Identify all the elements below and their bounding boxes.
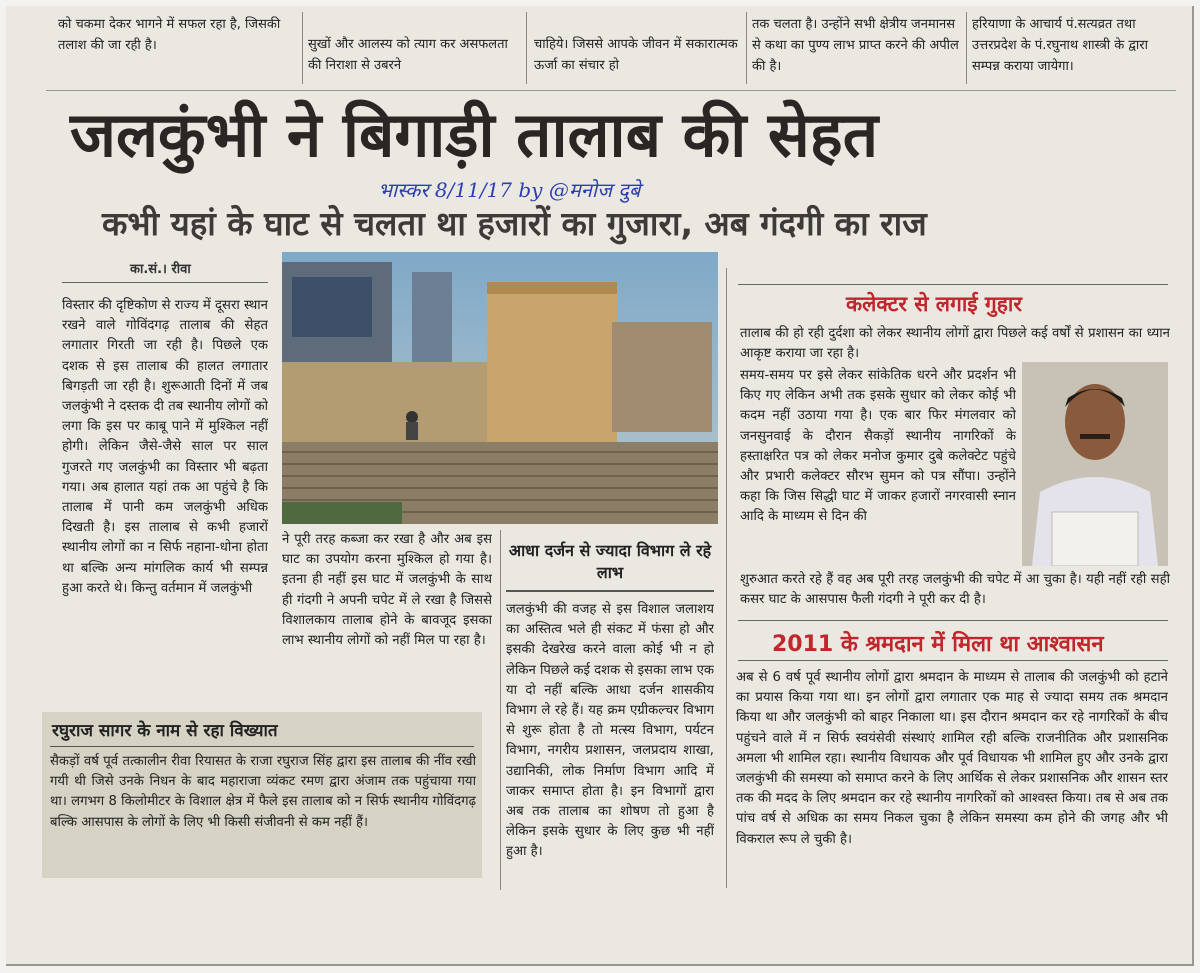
box-3-text-middle: समय-समय पर इसे लेकर सांकेतिक धरने और प्रदर्शन भी किए गए लेकिन अभी तक इसके सुधार को लेकर कोई भी कदम नहीं उठाया गया है। एक बार फिर मंगलवार को जनसुनवाई के दौरान सैकड़ों स्थानीय नागरिकों के हस्ताक्षरित पत्र को लेकर मनोज कुमार दुबे कलेक्टेट पहुंचे और प्रभारी कलेक्टर सौरभ सुमन को पत्र सौंपा। उन्होंने कहा कि जिस सिद्धी घाट में जाकर हजारों नगरवासी स्नान आदि के माध्यम से दिन की (740, 368, 1016, 525)
top-strip-col-3: चाहिये। जिससे आपके जीवन में सकारात्मक ऊर्जा का संचार हो (534, 37, 738, 73)
byline-rule (62, 282, 268, 283)
person-portrait-image (1022, 362, 1168, 566)
column-divider (526, 12, 527, 84)
box-4-top-rule (738, 620, 1168, 621)
column-divider (746, 12, 747, 84)
top-strip-col-5: हरियाणा के आचार्य पं.सत्यव्रत तथा उत्तरप्रदेश के पं.रघुनाथ शास्त्री के द्वारा सम्पन्न कराया जायेगा। (972, 17, 1148, 74)
pond-ghat-image (282, 252, 718, 524)
ghat-photo (282, 252, 718, 524)
top-strip-col-4: तक चलता है। उन्होंने सभी क्षेत्रीय जनमानस से कथा का पुण्य लाभ प्राप्त करने की अपील की है। (752, 17, 959, 74)
top-strip (6, 6, 1192, 88)
byline: का.सं.। रीवा (130, 262, 191, 277)
box-3-text-bottom: शुरुआत करते रहे हैं वह अब पूरी तरह जलकुंभी की चपेट में आ चुका है। यही नहीं रही सही कसर घाट के आसपास फैली गंदगी ने पूरी कर दी है। (740, 572, 1170, 608)
portrait-photo (1022, 362, 1168, 566)
subheadline: कभी यहां के घाट से चलता था हजारों का गुजारा, अब गंदगी का राज (102, 204, 927, 243)
box-1-rule (506, 590, 714, 592)
column-divider (966, 12, 967, 84)
column-divider (500, 530, 501, 890)
box-4-text: अब से 6 वर्ष पूर्व स्थानीय लोगों द्वारा श्रमदान के माध्यम से तालाब की जलकुंभी को हटाने का प्रयास किया गया था। इन लोगों द्वारा लगातार एक माह से ज्यादा समय तक श्रमदान किया था और जलकुंभी को बाहर निकाला था। इस दौरान श्रमदान कर रहे नागरिकों के बीच पहुंचने वाले में न सिर्फ स्वयंसेवी संस्थाएं शामिल रही बल्कि राजनीतिक और प्रशासनिक अमला भी शामिल रहा। स्थानीय विधायक और पूर्व विधायक भी शामिल हुए और उनके द्वारा जलकुंभी की समस्या को समाप्त करने के लिए आर्थिक से लेकर प्रशासनिक और शासन स्तर तक की मदद के लिए श्रमदान कर रहे स्थानीय नागरिकों को आश्वस्त किया। तब से अब तक पांच वर्ष से अधिक का समय निकल चुका है लेकिन समस्या कम होने की जगह और भी विकराल रूप ले चुकी है। (736, 670, 1168, 847)
box-3-text-top: तालाब की हो रही दुर्दशा को लेकर स्थानीय लोगों द्वारा पिछले कई वर्षों से प्रशासन का ध्यान आकृष्ट कराया जा रहा है। (740, 326, 1170, 362)
top-separator (46, 90, 1176, 91)
box-1-title: आधा दर्जन से ज्यादा विभाग ले रहे लाभ (508, 541, 712, 582)
box-2-text: सैकड़ों वर्ष पूर्व तत्कालीन रीवा रियासत के राजा रघुराज सिंह द्वारा इस तालाब की नींव रखी गयी थी जिसे उनके निधन के बाद महाराजा व्यंकट रमण द्वारा अंजाम तक पहुंचाया गया था। लगभग 8 किलोमीटर के विशाल क्षेत्र में फैले इस तालाब को न सिर्फ स्थानीय गोविंदगढ़ बल्कि आसपास के लोगों के लिए भी किसी संजीवनी से कम नहीं हैं। (50, 754, 476, 830)
article-column-1: विस्तार की दृष्टिकोण से राज्य में दूसरा स्थान रखने वाले गोविंदगढ़ तालाब की सेहत लगातार गिरती जा रही है। पिछले एक दशक से इस तालाब की हालत लगातार बिगड़ती जा रही है। शुरूआती दिनों में जब जलकुंभी ने दस्तक दी तब स्थानीय लोगों को लगा कि इस पर काबू पाने में मुश्किल नहीं होगी। लेकिन जैसे-जैसे साल पर साल गुजरते गए जलकुंभी का विस्तार भी बढ़ता गया। अब हालात यहां तक आ पहुंचे है कि तालाब में पानी कम जलकुंभी अधिक दिखती है। इस तालाब से कभी हजारों स्थानीय लोगों का न सिर्फ नहाना-धोना होता था बल्कि अन्य मांगलिक कार्य भी सम्पन्न हुआ करते थे। किन्तु वर्तमान में जलकुंभी (62, 298, 268, 596)
newspaper-clipping (6, 6, 1194, 966)
box-4-title: 2011 के श्रमदान में मिला था आश्वासन (772, 632, 1104, 657)
top-strip-col-2: सुखों और आलस्य को त्याग कर असफलता की निराशा से उबरने (308, 37, 508, 73)
column-divider (302, 12, 303, 84)
article-column-2: ने पूरी तरह कब्जा कर रखा है और अब इस घाट का उपयोग करना मुश्किल हो गया है। इतना ही नहीं इस घाट में जलकुंभी के साथ ही गंदगी ने अपनी चपेट में ले रखा है जिससे विशालकाय तालाब होने के बावजूद इसका लाभ स्थानीय लोगों को नहीं मिल पा रहा है। (282, 532, 492, 649)
box-2-rule (50, 746, 474, 747)
box-3-top-rule (738, 284, 1168, 285)
column-divider (726, 268, 727, 888)
box-4-rule (738, 660, 1168, 661)
headline: जलकुंभी ने बिगाड़ी तालाब की सेहत (70, 98, 879, 171)
top-strip-col-1: को चकमा देकर भागने में सफल रहा है, जिसकी तलाश की जा रही है। (58, 17, 281, 53)
box-3-title: कलेक्टर से लगाई गुहार (846, 292, 1022, 316)
box-2-title: रघुराज सागर के नाम से रहा विख्यात (52, 721, 278, 741)
box-1-text: जलकुंभी की वजह से इस विशाल जलाशय का अस्तित्व भले ही संकट में फंसा हो और इसकी देखरेख करने वाला कोई भी न हो लेकिन पिछले कई दशक से इसका लाभ एक या दो नहीं बल्कि आधा दर्जन शासकीय विभाग ले रहे हैं। यह क्रम एग्रीकल्चर विभाग से शुरू होता है तो मत्स्य विभाग, पर्यटन विभाग, नगरीय प्रशासन, जलप्रदाय शाखा, उद्यानिकी, लोक निर्माण विभाग आदि में जाकर समाप्त होता है। इन विभागों द्वारा अब तक तालाब का शोषण तो हुआ है लेकिन इसके सुधार के लिए कुछ भी नहीं हुआ है। (506, 602, 714, 860)
handwritten-note: भास्कर 8/11/17 by @मनोज दुबे (378, 178, 641, 202)
